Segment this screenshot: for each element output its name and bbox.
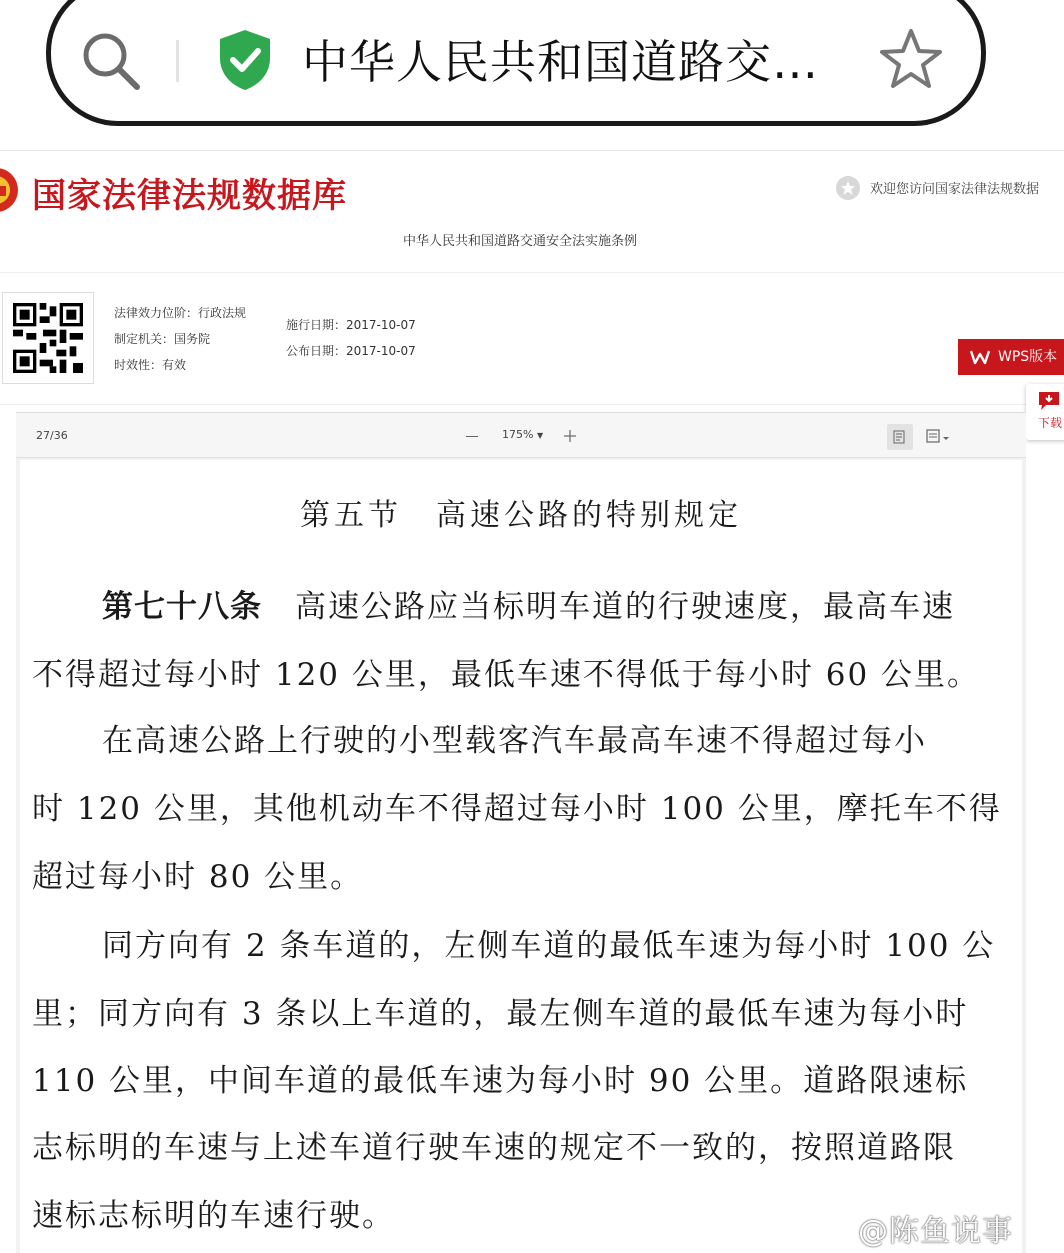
meta-publish-date: 公布日期：2017-10-07 — [286, 344, 416, 358]
text-line: 不得超过每小时 120 公里，最低车速不得低于每小时 60 公里。 — [32, 657, 981, 693]
article-text: 高速公路应当标明车道的行驶速度，最高车速 — [295, 589, 955, 625]
favorite-icon[interactable] — [836, 176, 860, 200]
text-line: 速标志标明的车速行驶。 — [32, 1198, 395, 1234]
zoom-in-icon[interactable] — [564, 430, 576, 442]
text-line: 110 公里，中间车道的最低车速为每小时 90 公里。道路限速标 — [32, 1063, 969, 1099]
wps-version-label: WPS版本 — [998, 349, 1058, 365]
qr-code — [2, 292, 94, 384]
site-header — [0, 150, 1064, 412]
download-icon — [1036, 390, 1062, 412]
viewer-toolbar — [16, 412, 1026, 458]
wps-icon — [970, 349, 990, 365]
article-number: 第七十八条 — [102, 589, 262, 625]
pdf-viewer — [16, 412, 1026, 1253]
meta-authority: 制定机关：国务院 — [114, 332, 211, 346]
address-divider — [176, 40, 179, 82]
meta-effective-date: 施行日期：2017-10-07 — [286, 318, 416, 332]
section-title: 第五节 高速公路的特别规定 — [300, 498, 742, 533]
welcome-text: 欢迎您访问国家法律法规数据 — [870, 182, 1040, 197]
text-line: 超过每小时 80 公里。 — [32, 859, 364, 895]
divider — [0, 404, 1064, 405]
divider — [0, 272, 1064, 273]
search-icon[interactable] — [80, 30, 142, 92]
text-line: 在高速公路上行驶的小型载客汽车最高车速不得超过每小 — [102, 723, 927, 759]
text-line: 里；同方向有 3 条以上车道的，最左侧车道的最低车速为每小时 — [32, 996, 969, 1032]
divider — [0, 150, 1064, 151]
address-text[interactable]: 中华人民共和国道路交… — [302, 35, 819, 89]
bookmark-star-icon[interactable] — [878, 26, 944, 92]
regulation-title: 中华人民共和国道路交通安全法实施条例 — [402, 234, 637, 249]
meta-left — [114, 300, 246, 378]
download-button[interactable] — [1026, 384, 1064, 440]
meta-right — [286, 312, 416, 364]
meta-validity: 时效性：有效 — [114, 358, 187, 372]
caret-down-icon: ▼ — [536, 431, 544, 440]
zoom-level-value: 175% — [502, 428, 534, 441]
page-layout-icon[interactable] — [924, 427, 952, 447]
document-view-icon — [893, 430, 907, 444]
text-line: 时 120 公里，其他机动车不得超过每小时 100 公里，摩托车不得 — [32, 791, 1002, 827]
browser-address-area — [0, 0, 1064, 148]
page-indicator[interactable]: 27/36 — [36, 429, 68, 442]
text-line — [102, 587, 955, 627]
site-logo[interactable]: 国家法律法规数据库 — [32, 176, 347, 216]
shield-check-icon[interactable] — [216, 28, 274, 92]
zoom-out-icon[interactable] — [466, 436, 478, 437]
pdf-page — [20, 460, 1022, 1253]
watermark: @陈鱼说事 — [858, 1214, 1013, 1249]
download-label: 下载 — [1038, 416, 1063, 430]
qr-code-icon — [13, 303, 83, 373]
view-mode-button[interactable] — [887, 424, 913, 450]
meta-level: 法律效力位阶：行政法规 — [114, 306, 247, 320]
text-line: 同方向有 2 条车道的，左侧车道的最低车速为每小时 100 公 — [102, 928, 996, 964]
zoom-select[interactable] — [502, 428, 543, 441]
national-emblem-icon — [0, 160, 20, 222]
wps-version-button[interactable] — [958, 339, 1064, 375]
text-line: 志标明的车速与上述车道行驶车速的规定不一致的，按照道路限 — [32, 1130, 956, 1166]
